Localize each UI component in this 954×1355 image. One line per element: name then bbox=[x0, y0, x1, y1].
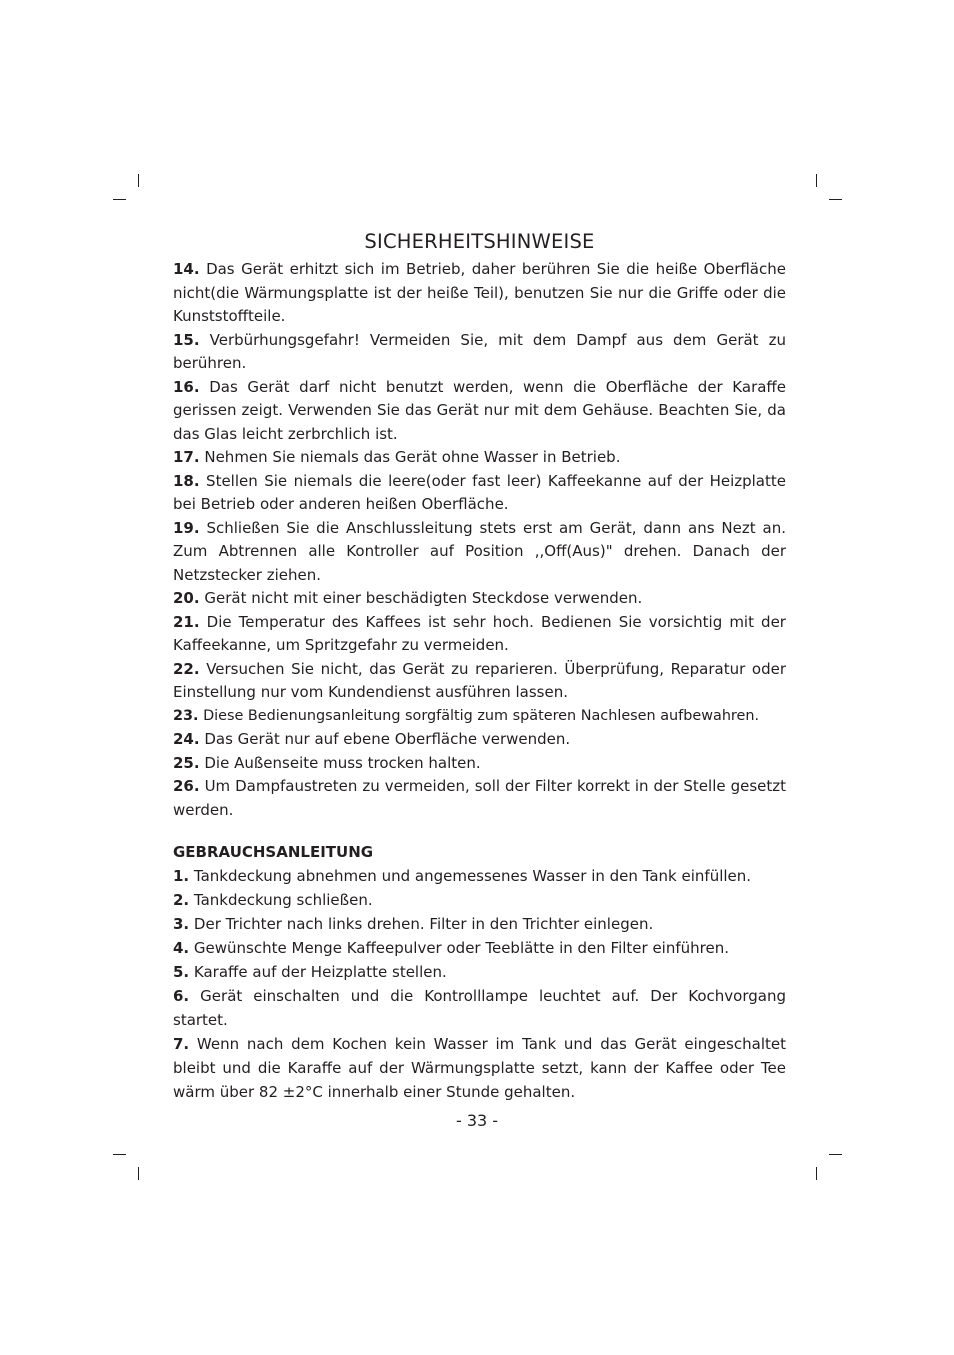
item-number: 16. bbox=[173, 377, 200, 396]
step-text: Karaffe auf der Heizplatte stellen. bbox=[193, 963, 447, 981]
item-number: 14. bbox=[173, 260, 200, 278]
step-text: Gerät einschalten und die Kontrolllampe leuchtet auf. Der Kochvorgang startet. bbox=[173, 987, 786, 1029]
item-number: 24. bbox=[173, 730, 200, 748]
item-text: Die Außenseite muss trocken halten. bbox=[204, 753, 481, 772]
step-number: 1. bbox=[173, 867, 190, 885]
crop-mark-bottom-right-horizontal bbox=[829, 1154, 842, 1155]
item-text: Nehmen Sie niemals das Gerät ohne Wasser in Betrieb. bbox=[204, 448, 621, 466]
item-number: 15. bbox=[173, 330, 200, 349]
safety-item-22 bbox=[173, 658, 786, 705]
item-text: Gerät nicht mit einer beschädigten Steckdose verwenden. bbox=[204, 589, 643, 607]
safety-list bbox=[173, 258, 786, 822]
item-text: Stellen Sie niemals die leere(oder fast leer) Kaffeekanne auf der Heizplatte bei Betrieb oder anderen heißen Oberfläche. bbox=[173, 471, 786, 513]
safety-item-23 bbox=[173, 705, 786, 729]
item-number: 25. bbox=[173, 753, 200, 772]
page-content bbox=[173, 226, 786, 1104]
step-text: Wenn nach dem Kochen kein Wasser im Tank und das Gerät eingeschaltet bleibt und die Karaffe auf der Wärmungsplatte setzt, kann der Kaffee oder Tee wärm über 82 ±2°C innerhalb einer Stunde gehalten. bbox=[173, 1035, 786, 1101]
crop-mark-top-right-horizontal bbox=[829, 199, 842, 200]
item-number: 20. bbox=[173, 589, 200, 607]
safety-item-18 bbox=[173, 470, 786, 517]
usage-step-4 bbox=[173, 936, 786, 960]
item-number: 17. bbox=[173, 448, 200, 466]
safety-item-16 bbox=[173, 376, 786, 447]
step-number: 3. bbox=[173, 915, 190, 933]
safety-item-15 bbox=[173, 329, 786, 376]
item-number: 23. bbox=[173, 707, 199, 724]
usage-step-1 bbox=[173, 864, 786, 888]
item-text: Das Gerät darf nicht benutzt werden, wenn die Oberfläche der Karaffe gerissen zeigt. Verwenden Sie das Gerät nur mit dem Gehäuse. Beachten Sie, da das Glas leicht zerbrchlich ist. bbox=[173, 377, 786, 443]
step-number: 6. bbox=[173, 987, 190, 1005]
step-number: 4. bbox=[173, 939, 190, 957]
section-title: SICHERHEITSHINWEISE bbox=[364, 230, 595, 253]
item-number: 21. bbox=[173, 612, 200, 631]
safety-item-24 bbox=[173, 728, 786, 752]
item-text: Um Dampfaustreten zu vermeiden, soll der Filter korrekt in der Stelle gesetzt werden. bbox=[173, 777, 786, 819]
usage-step-7 bbox=[173, 1032, 786, 1104]
safety-item-20 bbox=[173, 587, 786, 611]
item-text: Das Gerät erhitzt sich im Betrieb, daher berühren Sie die heiße Oberfläche nicht(die Wärmungsplatte ist der heiße Teil), benutzen Sie nur die Griffe oder die Kunststoffteile. bbox=[173, 260, 786, 325]
safety-item-17 bbox=[173, 446, 786, 470]
item-text: Schließen Sie die Anschlussleitung stets erst am Gerät, dann ans Nezt an. Zum Abtrennen alle Kontroller auf Position ,,Off(Aus)" drehen. Danach der Netzstecker ziehen. bbox=[173, 518, 786, 584]
usage-steps-list bbox=[173, 864, 786, 1104]
item-text: Verbürhungsgefahr! Vermeiden Sie, mit dem Dampf aus dem Gerät zu berühren. bbox=[173, 330, 786, 372]
crop-mark-top-left-horizontal bbox=[113, 199, 126, 200]
item-number: 18. bbox=[173, 471, 200, 490]
usage-step-2 bbox=[173, 888, 786, 912]
safety-item-25 bbox=[173, 752, 786, 776]
safety-item-21 bbox=[173, 611, 786, 658]
item-number: 26. bbox=[173, 777, 200, 795]
item-number: 19. bbox=[173, 518, 200, 537]
step-number: 5. bbox=[173, 963, 190, 981]
step-text: Tankdeckung abnehmen und angemessenes Wasser in den Tank einfüllen. bbox=[193, 867, 752, 885]
item-text: Die Temperatur des Kaffees ist sehr hoch. Bedienen Sie vorsichtig mit der Kaffeekanne, um Spritzgefahr zu vermeiden. bbox=[173, 612, 786, 654]
item-text: Diese Bedienungsanleitung sorgfältig zum späteren Nachlesen aufbewahren. bbox=[203, 707, 760, 724]
crop-mark-bottom-right-vertical bbox=[816, 1167, 817, 1180]
safety-item-14 bbox=[173, 258, 786, 329]
page-number: - 33 - bbox=[455, 1111, 499, 1130]
usage-step-6 bbox=[173, 984, 786, 1032]
crop-mark-top-right-vertical bbox=[816, 174, 817, 187]
step-text: Der Trichter nach links drehen. Filter in den Trichter einlegen. bbox=[193, 915, 654, 933]
usage-step-5 bbox=[173, 960, 786, 984]
safety-item-26 bbox=[173, 775, 786, 822]
step-number: 2. bbox=[173, 891, 190, 909]
item-text: Versuchen Sie nicht, das Gerät zu reparieren. Überprüfung, Reparatur oder Einstellung nur vom Kundendienst ausführen lassen. bbox=[173, 659, 786, 701]
crop-mark-bottom-left-vertical bbox=[138, 1167, 139, 1180]
safety-item-19 bbox=[173, 517, 786, 588]
usage-step-3 bbox=[173, 912, 786, 936]
item-number: 22. bbox=[173, 659, 200, 678]
usage-heading: GEBRAUCHSANLEITUNG bbox=[173, 843, 374, 861]
crop-mark-top-left-vertical bbox=[138, 174, 139, 187]
item-text: Das Gerät nur auf ebene Oberfläche verwenden. bbox=[204, 730, 571, 748]
step-text: Tankdeckung schließen. bbox=[193, 891, 373, 909]
step-text: Gewünschte Menge Kaffeepulver oder Teeblätte in den Filter einführen. bbox=[193, 939, 729, 957]
crop-mark-bottom-left-horizontal bbox=[113, 1154, 126, 1155]
step-number: 7. bbox=[173, 1035, 190, 1053]
